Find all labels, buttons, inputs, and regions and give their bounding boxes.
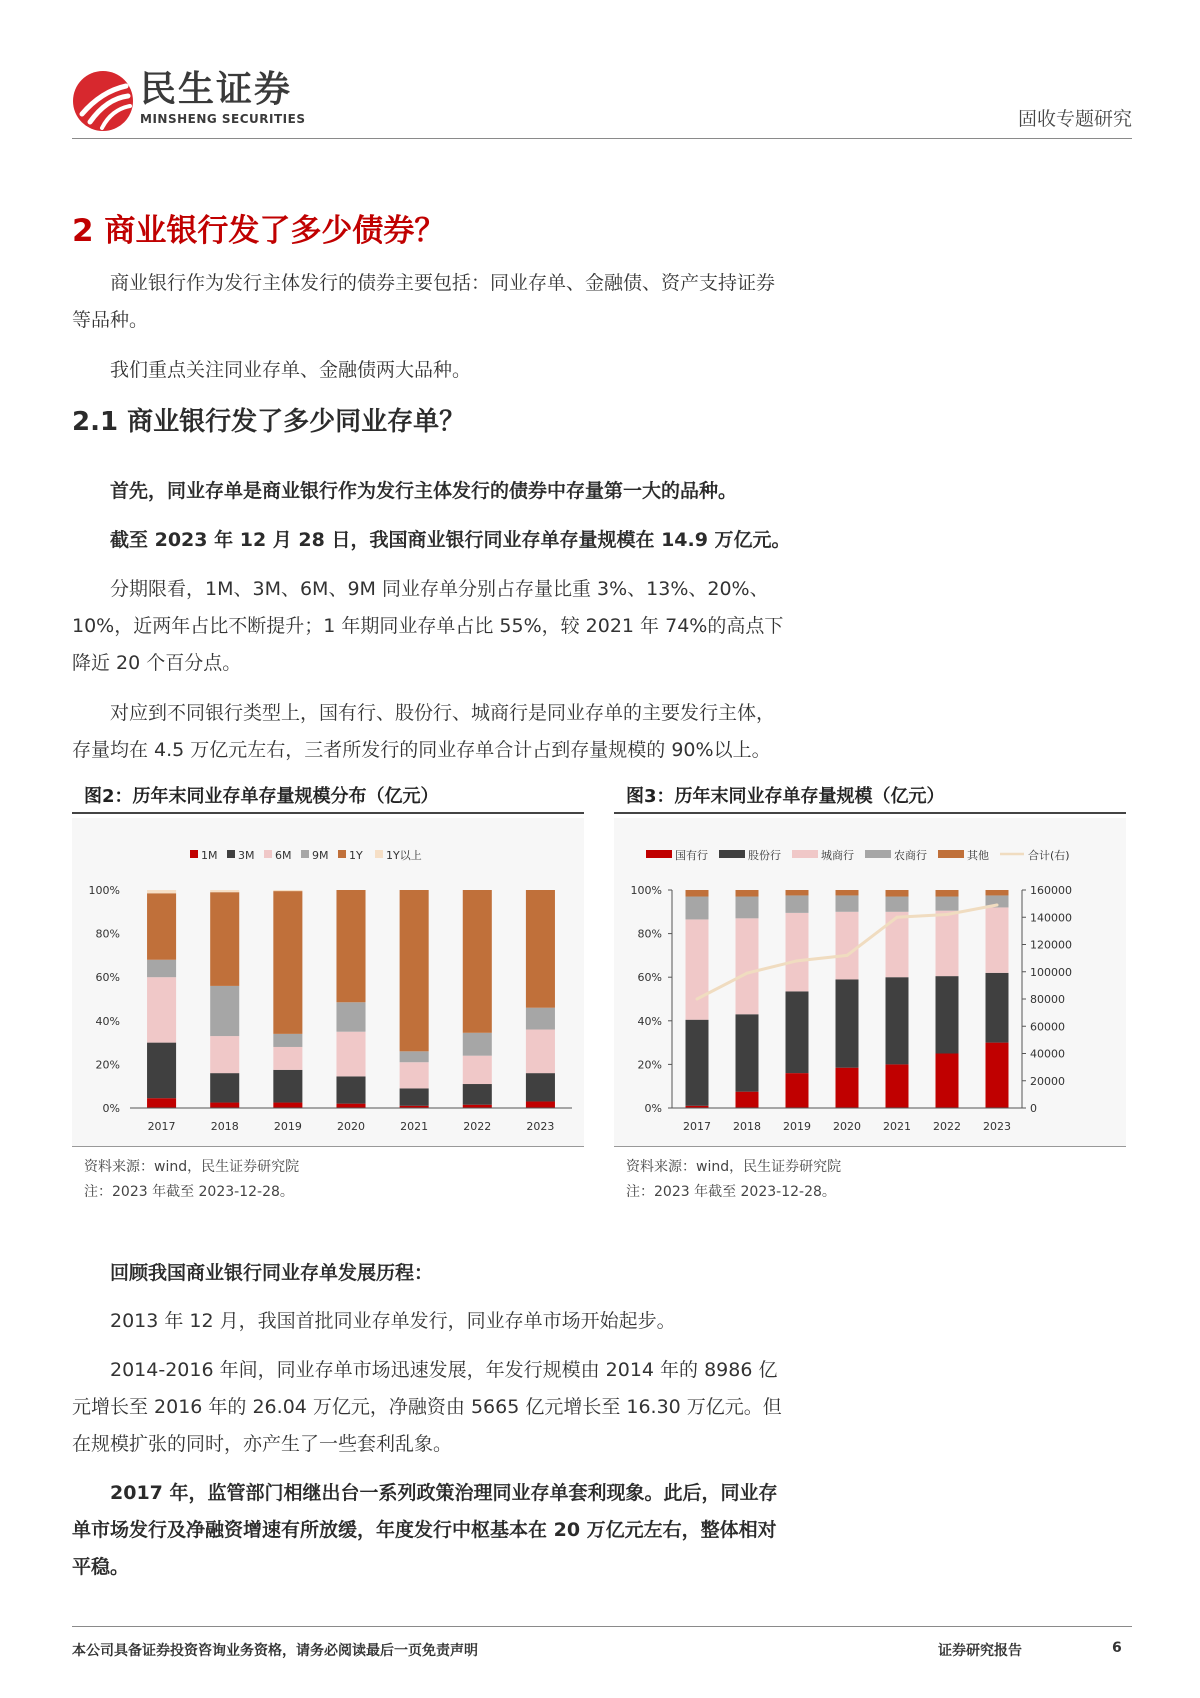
- bar-segment: [463, 1033, 492, 1056]
- total-line-point: [796, 959, 799, 962]
- bar-segment: [686, 1020, 709, 1106]
- legend-label: 股份行: [748, 849, 781, 862]
- bar-segment: [273, 1103, 302, 1108]
- footer-disclaimer: 本公司具备证券投资咨询业务资格，请务必阅读最后一页免责声明: [72, 1643, 478, 1659]
- bar-segment: [986, 890, 1009, 895]
- bar-segment: [336, 1002, 365, 1031]
- y2-tick-label: 0: [1030, 1102, 1037, 1115]
- bar-segment: [210, 890, 239, 892]
- key-point-2: 截至 2023 年 12 月 28 日，我国商业银行同业存单存量规模在 14.9 万亿元。: [110, 529, 791, 551]
- bar-segment: [526, 1008, 555, 1030]
- y2-tick-label: 120000: [1030, 938, 1072, 952]
- y-tick-label: 0%: [102, 1102, 120, 1115]
- legend-label: 国有行: [675, 849, 708, 862]
- figure-3-title: 图3：历年末同业存单存量规模（亿元）: [614, 782, 1126, 814]
- y2-tick-label: 160000: [1030, 884, 1072, 897]
- bar-segment: [147, 893, 176, 959]
- bar-segment: [273, 1070, 302, 1103]
- legend-swatch: [301, 850, 309, 858]
- minsheng-logo-icon: [72, 70, 134, 132]
- bar-segment: [886, 1064, 909, 1108]
- bar-segment: [463, 1056, 492, 1084]
- bar-segment: [936, 897, 959, 911]
- figure-3-source: 资料来源：wind，民生证券研究院: [626, 1159, 842, 1175]
- bar-segment: [400, 1062, 429, 1088]
- legend-label: 1M: [201, 849, 218, 862]
- bar-segment: [336, 1032, 365, 1077]
- y2-tick-label: 80000: [1030, 993, 1065, 1006]
- bar-segment: [336, 1076, 365, 1103]
- bar-segment: [936, 976, 959, 1053]
- legend-label: 其他: [967, 849, 989, 862]
- legend-label: 1Y以上: [386, 849, 422, 862]
- bar-segment: [463, 890, 492, 1033]
- bar-segment: [936, 890, 959, 897]
- x-tick-label: 2020: [337, 1120, 365, 1133]
- total-line-point: [896, 916, 899, 919]
- legend-swatch: [264, 850, 272, 858]
- history-heading: 回顾我国商业银行同业存单发展历程：: [110, 1262, 434, 1284]
- x-tick-label: 2023: [983, 1120, 1011, 1133]
- legend-swatch: [190, 850, 198, 858]
- bar-segment: [786, 890, 809, 895]
- y-tick-label: 80%: [95, 927, 120, 941]
- x-tick-label: 2021: [883, 1120, 911, 1133]
- legend-swatch: [338, 850, 346, 858]
- bar-segment: [736, 1014, 759, 1091]
- bar-segment: [147, 977, 176, 1042]
- x-tick-label: 2022: [933, 1120, 961, 1133]
- legend-swatch: [227, 850, 235, 858]
- bar-segment: [986, 1043, 1009, 1108]
- total-line-point: [846, 954, 849, 957]
- x-tick-label: 2019: [783, 1120, 811, 1133]
- x-tick-label: 2017: [683, 1120, 711, 1133]
- x-tick-label: 2018: [733, 1120, 761, 1133]
- bar-segment: [836, 912, 859, 980]
- legend-label: 1Y: [349, 849, 363, 862]
- bar-segment: [526, 1030, 555, 1074]
- legend-swatch: [792, 850, 818, 858]
- figure-3-note: 注：2023 年截至 2023-12-28。: [626, 1184, 836, 1200]
- bar-segment: [686, 897, 709, 920]
- brand-name-en: MINSHENG SECURITIES: [140, 112, 306, 126]
- bar-segment: [886, 890, 909, 897]
- intro-paragraph-2: 我们重点关注同业存单、金融债两大品种。: [110, 359, 472, 381]
- legend-swatch: [375, 850, 383, 858]
- bar-segment: [210, 892, 239, 986]
- bar-segment: [786, 913, 809, 991]
- bar-segment: [736, 918, 759, 1014]
- section-heading: 2 商业银行发了多少债券？: [72, 213, 446, 249]
- x-tick-label: 2019: [273, 1120, 302, 1133]
- bar-segment: [526, 1073, 555, 1101]
- key-point-1: 首先，同业存单是商业银行作为发行主体发行的债券中存量第一大的品种。: [110, 480, 738, 502]
- figure-2-note: 注：2023 年截至 2023-12-28。: [84, 1184, 294, 1200]
- x-tick-label: 2020: [833, 1120, 861, 1133]
- bar-segment: [736, 897, 759, 919]
- bar-segment: [400, 890, 429, 1051]
- y2-tick-label: 20000: [1030, 1074, 1065, 1088]
- bar-segment: [836, 890, 859, 895]
- brand-name-cn: 民生证券: [140, 69, 293, 110]
- report-type: 固收专题研究: [1017, 108, 1132, 130]
- chart-tenor-distribution: [72, 818, 584, 1146]
- history-paragraph-1: 2013 年 12 月，我国首批同业存单发行，同业存单市场开始起步。: [110, 1310, 676, 1332]
- bar-segment: [786, 1073, 809, 1108]
- bar-segment: [463, 1084, 492, 1105]
- bar-segment: [936, 1054, 959, 1109]
- bar-segment: [147, 1098, 176, 1108]
- total-line-point: [996, 903, 999, 906]
- x-tick-label: 2022: [463, 1120, 492, 1133]
- bar-segment: [210, 986, 239, 1036]
- y-tick-label: 20%: [637, 1058, 662, 1072]
- history-paragraph-3: 2017 年，监管部门相继出台一系列政策治理同业存单套利现象。此后，同业存单市场发行及净融资增速有所放缓，年度发行中枢基本在 20 万亿元左右，整体相对平稳。: [72, 1482, 778, 1578]
- subsection-heading: 2.1 商业银行发了多少同业存单？: [72, 407, 466, 437]
- bar-segment: [936, 911, 959, 976]
- legend-label: 9M: [312, 849, 329, 862]
- bank-type-paragraph: 对应到不同银行类型上，国有行、股份行、城商行是同业存单的主要发行主体，存量均在 4.5 万亿元左右，三者所发行的同业存单合计占到存量规模的 90%以上。: [72, 702, 776, 761]
- y2-tick-label: 60000: [1030, 1020, 1065, 1034]
- y-tick-label: 20%: [95, 1058, 120, 1072]
- y-tick-label: 80%: [637, 927, 662, 941]
- y-tick-label: 60%: [637, 971, 662, 985]
- legend-swatch: [646, 850, 672, 858]
- intro-paragraph-1: 商业银行作为发行主体发行的债券主要包括：同业存单、金融债、资产支持证券等品种。: [72, 272, 776, 331]
- y-tick-label: 40%: [95, 1014, 120, 1028]
- bar-segment: [736, 1092, 759, 1108]
- bar-segment: [526, 890, 555, 1008]
- y-tick-label: 100%: [630, 884, 662, 897]
- figure-2: [72, 782, 584, 1205]
- legend-swatch: [719, 850, 745, 858]
- bar-segment: [986, 973, 1009, 1043]
- legend-label: 合计(右): [1028, 849, 1070, 862]
- bar-segment: [786, 895, 809, 912]
- bar-segment: [210, 1036, 239, 1073]
- bar-segment: [336, 890, 365, 1002]
- bar-segment: [526, 1101, 555, 1108]
- x-tick-label: 2018: [210, 1120, 239, 1133]
- footer-label: 证券研究报告: [938, 1643, 1022, 1659]
- bar-segment: [886, 977, 909, 1064]
- y2-tick-label: 100000: [1030, 965, 1072, 979]
- y-tick-label: 100%: [88, 884, 120, 897]
- total-line-point: [946, 913, 949, 916]
- y-tick-label: 0%: [644, 1102, 662, 1115]
- bar-segment: [736, 890, 759, 897]
- bar-segment: [147, 1043, 176, 1099]
- bar-segment: [836, 895, 859, 911]
- history-paragraph-2: 2014-2016 年间，同业存单市场迅速发展，年发行规模由 2014 年的 8986 亿元增长至 2016 年的 26.04 万亿元，净融资由 5665 亿元增长至 16.30 万亿元。但在规模扩张的同时，亦产生了一些套利乱象。: [72, 1359, 782, 1455]
- bar-segment: [886, 897, 909, 912]
- bar-segment: [686, 919, 709, 1019]
- bar-segment: [147, 890, 176, 893]
- bar-segment: [786, 991, 809, 1073]
- y2-tick-label: 140000: [1030, 911, 1072, 925]
- footer-divider: [72, 1626, 1132, 1627]
- bar-segment: [210, 1073, 239, 1102]
- bar-segment: [400, 1088, 429, 1105]
- bar-segment: [986, 907, 1009, 972]
- x-tick-label: 2017: [147, 1120, 176, 1133]
- bar-segment: [210, 1103, 239, 1108]
- bar-segment: [836, 1068, 859, 1108]
- figure-3: [614, 782, 1126, 1205]
- header-divider: [72, 138, 1132, 139]
- legend-label: 城商行: [821, 849, 854, 862]
- y2-tick-label: 40000: [1030, 1047, 1065, 1061]
- legend-label: 农商行: [894, 849, 927, 862]
- bar-segment: [336, 1104, 365, 1108]
- figure-2-title: 图2：历年末同业存单存量规模分布（亿元）: [72, 782, 584, 814]
- figure-2-source: 资料来源：wind，民生证券研究院: [84, 1159, 300, 1175]
- total-line-point: [746, 972, 749, 975]
- total-line-point: [696, 998, 699, 1001]
- bar-segment: [400, 1051, 429, 1062]
- bar-segment: [147, 960, 176, 977]
- bar-segment: [686, 890, 709, 897]
- tenor-paragraph: 分期限看，1M、3M、6M、9M 同业存单分别占存量比重 3%、13%、20%、10%，近两年占比不断提升；1 年期同业存单占比 55%，较 2021 年 74%的高点下降近 20 个百分点。: [72, 578, 784, 674]
- bar-segment: [273, 891, 302, 1034]
- legend-swatch: [938, 850, 964, 858]
- legend-label: 3M: [238, 849, 255, 862]
- bar-segment: [273, 1034, 302, 1047]
- bar-segment: [273, 1047, 302, 1070]
- legend-swatch: [865, 850, 891, 858]
- x-tick-label: 2021: [400, 1120, 429, 1133]
- x-tick-label: 2023: [526, 1120, 555, 1133]
- y-tick-label: 40%: [637, 1014, 662, 1028]
- page-number: 6: [1112, 1640, 1122, 1656]
- chart-bank-type-distribution: [614, 818, 1126, 1146]
- bar-segment: [273, 890, 302, 891]
- bar-segment: [836, 979, 859, 1067]
- legend-label: 6M: [275, 849, 292, 862]
- y-tick-label: 60%: [95, 971, 120, 985]
